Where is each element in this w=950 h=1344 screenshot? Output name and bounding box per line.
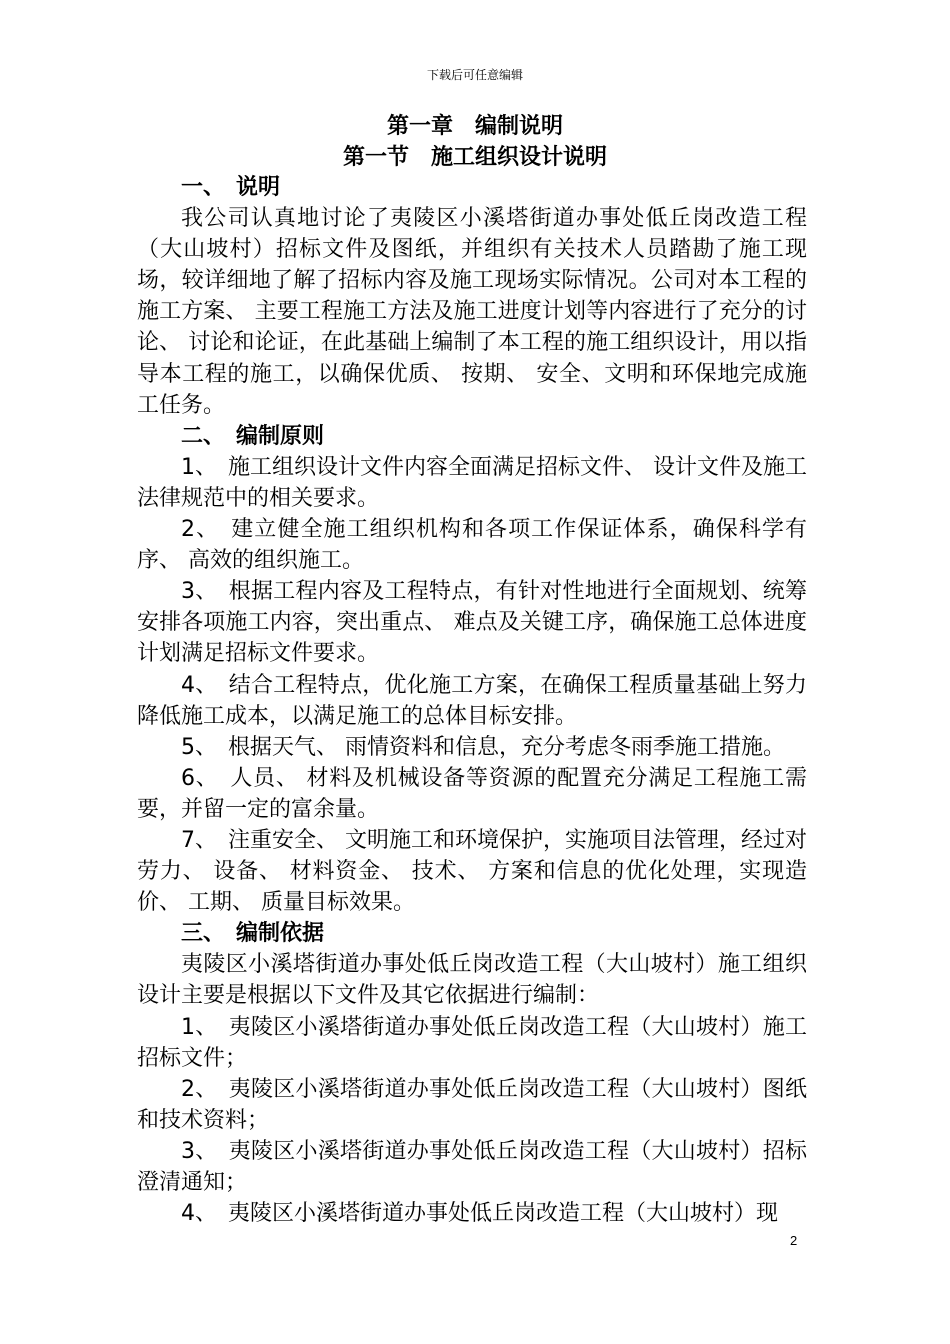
principle-item-7: 7、 注重安全、 文明施工和环境保护，实施项目法管理，经过对劳力、 设备、 材料资金、 技术、 方案和信息的优化处理，实现造价、 工期、 质量目标效果。 bbox=[137, 827, 807, 916]
principle-item-4: 4、 结合工程特点，优化施工方案，在确保工程质量基础上努力降低施工成本，以满足施工的总体目标安排。 bbox=[137, 672, 807, 729]
principle-item-5: 5、 根据天气、 雨情资料和信息，充分考虑冬雨季施工措施。 bbox=[181, 734, 785, 760]
heading-principles: 二、 编制原则 bbox=[181, 423, 325, 449]
principle-item-3: 3、 根据工程内容及工程特点，有针对性地进行全面规划、统筹安排各项施工内容，突出重点、 难点及关键工序，确保施工总体进度计划满足招标文件要求。 bbox=[137, 579, 807, 667]
document-body bbox=[137, 172, 807, 1229]
section-title: 第一节 施工组织设计说明 bbox=[342, 145, 607, 170]
heading-basis: 三、 编制依据 bbox=[181, 921, 325, 947]
basis-item-2: 2、 夷陵区小溪塔街道办事处低丘岗改造工程（大山坡村）图纸和技术资料； bbox=[137, 1076, 807, 1133]
basis-item-1: 1、 夷陵区小溪塔街道办事处低丘岗改造工程（大山坡村）施工招标文件； bbox=[137, 1014, 807, 1071]
paragraph-intro: 我公司认真地讨论了夷陵区小溪塔街道办事处低丘岗改造工程（大山坡村）招标文件及图纸，并组织有关技术人员踏勘了施工现场，较详细地了解了招标内容及施工现场实际情况。公司对本工程的施工方案、 主要工程施工方法及施工进度计划等内容进行了充分的讨论、 讨论和论证，在此基础上编制了本工程的施工组织设计，用以指导本工程的施工，以确保优质、 按期、 安全、文明和环保地完成施工任务。 bbox=[137, 206, 807, 418]
chapter-title: 第一章 编制说明 bbox=[386, 114, 563, 139]
page-number: 2 bbox=[790, 1233, 798, 1248]
principle-item-6: 6、 人员、 材料及机械设备等资源的配置充分满足工程施工需要，并留一定的富余量。 bbox=[137, 765, 807, 822]
page-header-note: 下载后可任意编辑 bbox=[426, 68, 523, 82]
heading-explanation: 一、 说明 bbox=[181, 175, 281, 200]
principle-item-1: 1、 施工组织设计文件内容全面满足招标文件、 设计文件及施工法律规范中的相关要求。 bbox=[137, 454, 807, 511]
basis-item-3: 3、 夷陵区小溪塔街道办事处低丘岗改造工程（大山坡村）招标澄清通知； bbox=[137, 1138, 807, 1195]
basis-item-4: 4、 夷陵区小溪塔街道办事处低丘岗改造工程（大山坡村）现 bbox=[181, 1201, 778, 1227]
paragraph-basis-intro: 夷陵区小溪塔街道办事处低丘岗改造工程（大山坡村）施工组织设计主要是根据以下文件及其它依据进行编制： bbox=[137, 952, 807, 1009]
principle-item-2: 2、 建立健全施工组织机构和各项工作保证体系，确保科学有序、 高效的组织施工。 bbox=[137, 517, 807, 574]
